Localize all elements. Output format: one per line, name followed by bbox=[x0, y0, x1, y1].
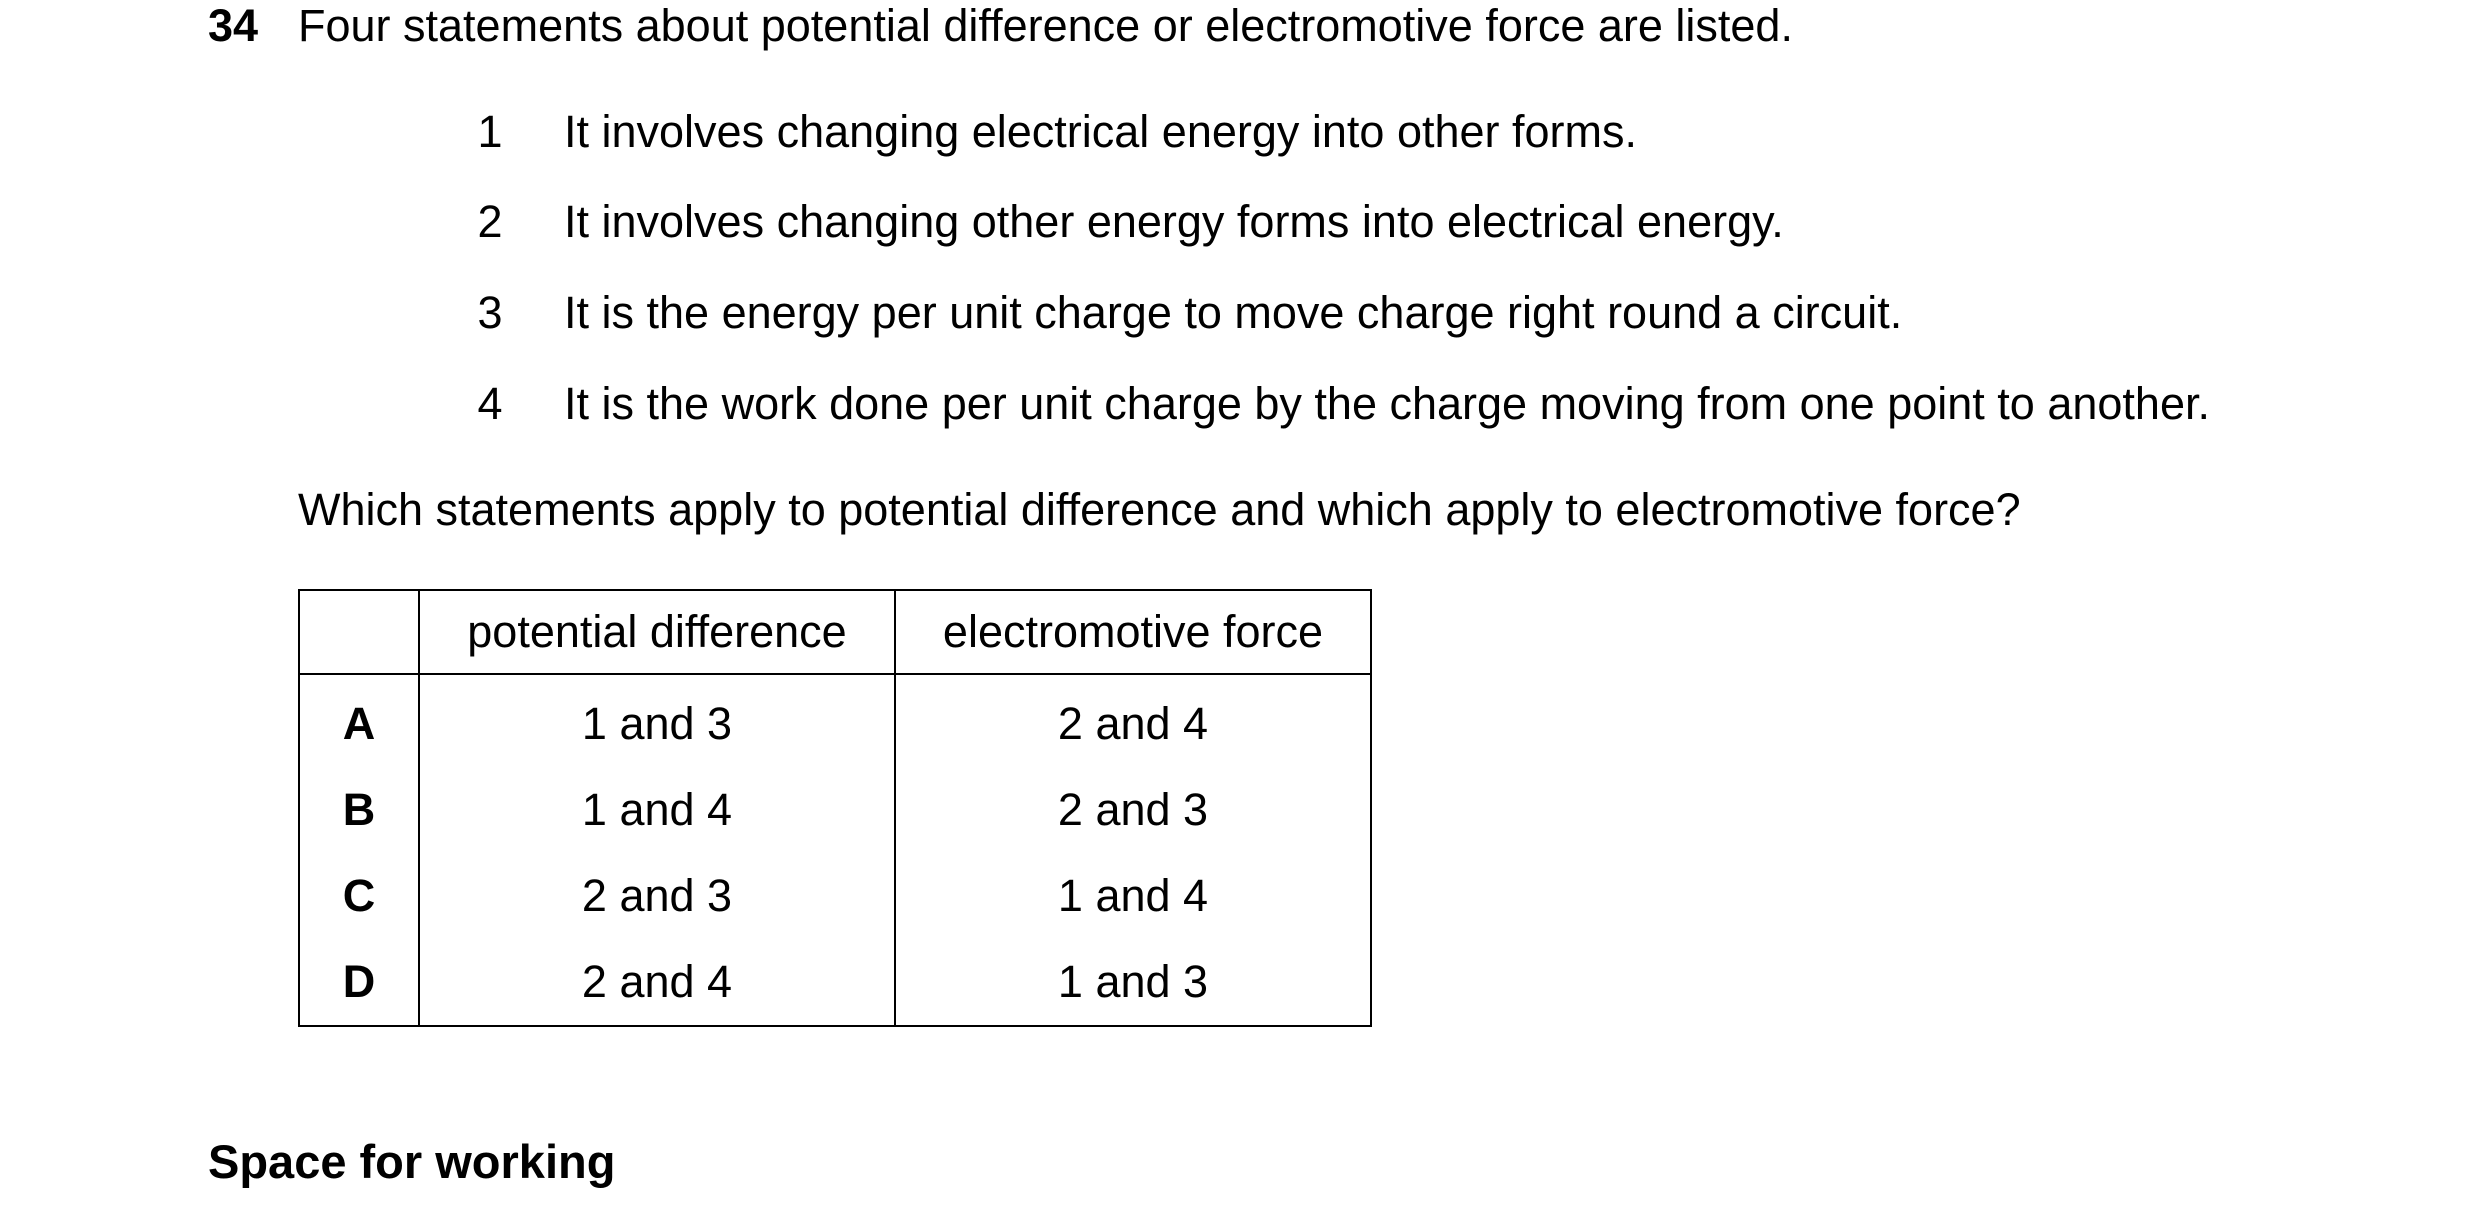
option-row-a[interactable] bbox=[299, 674, 1371, 767]
option-pd-value: 1 and 3 bbox=[419, 674, 895, 767]
table-header-empty bbox=[299, 590, 419, 674]
option-pd-value: 2 and 4 bbox=[419, 939, 895, 1026]
answer-options-table bbox=[298, 589, 1372, 1027]
statement-text: It is the energy per unit charge to move charge right round a circuit. bbox=[564, 287, 1903, 338]
table-header-potential-difference: potential difference bbox=[419, 590, 895, 674]
option-key: C bbox=[299, 853, 419, 939]
option-pd-value: 2 and 3 bbox=[419, 853, 895, 939]
table-header-row bbox=[299, 590, 1371, 674]
statement-number: 2 bbox=[477, 196, 503, 247]
option-row-b[interactable] bbox=[299, 767, 1371, 853]
option-pd-value: 1 and 4 bbox=[419, 767, 895, 853]
question-stem: Four statements about potential difference or electromotive force are listed. bbox=[298, 0, 1793, 51]
table-header-electromotive-force: electromotive force bbox=[895, 590, 1371, 674]
question-prompt: Which statements apply to potential difference and which apply to electromotive force? bbox=[298, 484, 2021, 535]
statement-text: It involves changing electrical energy into other forms. bbox=[564, 106, 1638, 157]
option-row-d[interactable] bbox=[299, 939, 1371, 1026]
statement-number: 3 bbox=[477, 287, 503, 338]
option-key: B bbox=[299, 767, 419, 853]
option-emf-value: 1 and 3 bbox=[895, 939, 1371, 1026]
option-key: A bbox=[299, 674, 419, 767]
question-number: 34 bbox=[208, 0, 259, 51]
statement-number: 1 bbox=[477, 106, 503, 157]
space-for-working-label: Space for working bbox=[208, 1135, 616, 1188]
option-emf-value: 1 and 4 bbox=[895, 853, 1371, 939]
option-key: D bbox=[299, 939, 419, 1026]
statement-text: It involves changing other energy forms into electrical energy. bbox=[564, 196, 1784, 247]
statement-text: It is the work done per unit charge by the charge moving from one point to another. bbox=[564, 378, 2210, 429]
option-emf-value: 2 and 4 bbox=[895, 674, 1371, 767]
statement-number: 4 bbox=[477, 378, 503, 429]
option-emf-value: 2 and 3 bbox=[895, 767, 1371, 853]
option-row-c[interactable] bbox=[299, 853, 1371, 939]
